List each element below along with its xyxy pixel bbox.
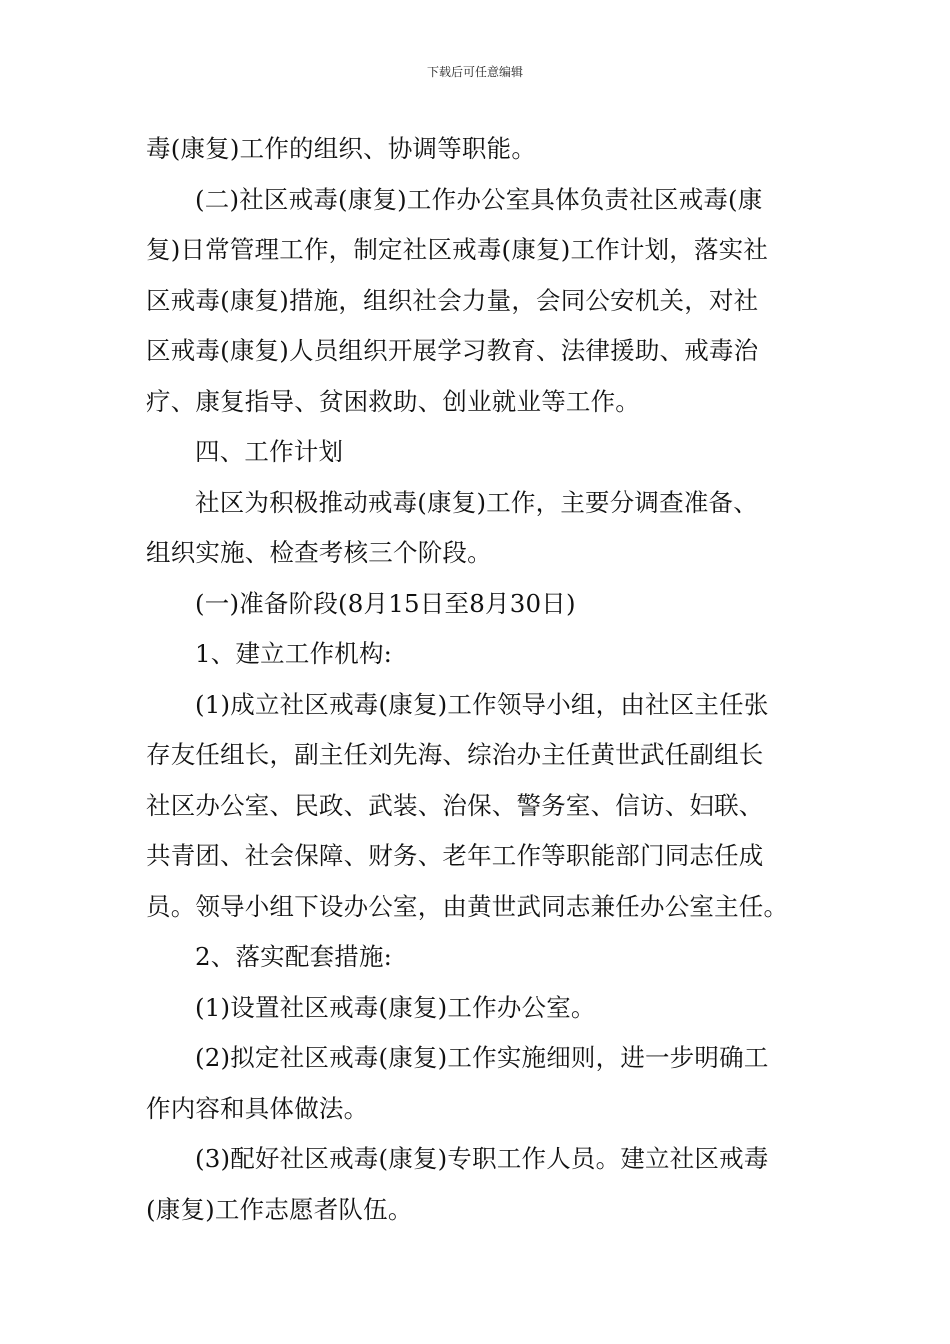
- text-line: 疗、康复指导、贫困救助、创业就业等工作。: [146, 386, 640, 416]
- text-line: 共青团、社会保障、财务、老年工作等职能部门同志任成: [146, 841, 764, 870]
- text-line: (康复)工作志愿者队伍。: [146, 1194, 413, 1224]
- paragraph: [146, 1134, 810, 1235]
- text-line: 员。领导小组下设办公室，由黄世武同志兼任办公室主任。: [146, 891, 789, 921]
- text-line: 复)日常管理工作，制定社区戒毒(康复)工作计划，落实社: [146, 235, 769, 264]
- text-line: 组织实施、检查考核三个阶段。: [146, 538, 492, 567]
- paragraph: [146, 680, 810, 933]
- text-line: 作内容和具体做法。: [146, 1093, 369, 1123]
- text-line: 毒(康复)工作的组织、协调等职能。: [146, 134, 537, 163]
- paragraph: [146, 427, 810, 478]
- paragraph: [146, 1033, 810, 1134]
- text-line: 1、建立工作机构:: [195, 639, 393, 668]
- paragraph: [146, 579, 810, 630]
- page-header: 下载后可任意编辑: [426, 65, 523, 79]
- text-line: (1)设置社区戒毒(康复)工作办公室。: [195, 992, 596, 1022]
- paragraph: [146, 983, 810, 1034]
- text-line: 社区为积极推动戒毒(康复)工作，主要分调查准备、: [195, 487, 758, 517]
- text-line: 区戒毒(康复)措施，组织社会力量，会同公安机关，对社: [146, 285, 759, 315]
- text-line: 2、落实配套措施:: [195, 942, 393, 971]
- text-line: (3)配好社区戒毒(康复)专职工作人员。建立社区戒毒: [195, 1144, 769, 1173]
- text-line: 社区办公室、民政、武装、治保、警务室、信访、妇联、: [146, 790, 764, 820]
- document-body: [146, 124, 810, 1235]
- paragraph: [146, 175, 810, 428]
- paragraph: [146, 124, 810, 175]
- text-line: (1)成立社区戒毒(康复)工作领导小组，由社区主任张: [195, 689, 769, 719]
- paragraph: [146, 478, 810, 579]
- text-line: 区戒毒(康复)人员组织开展学习教育、法律援助、戒毒治: [146, 336, 759, 365]
- paragraph: [146, 629, 810, 680]
- text-line: (二)社区戒毒(康复)工作办公室具体负责社区戒毒(康: [195, 184, 763, 214]
- text-line: 四、工作计划: [195, 437, 344, 466]
- text-line: (一)准备阶段(8月15日至8月30日): [195, 588, 576, 618]
- text-line: (2)拟定社区戒毒(康复)工作实施细则，进一步明确工: [195, 1043, 769, 1072]
- text-line: 存友任组长，副主任刘先海、综治办主任黄世武任副组长: [146, 740, 764, 769]
- paragraph: [146, 932, 810, 983]
